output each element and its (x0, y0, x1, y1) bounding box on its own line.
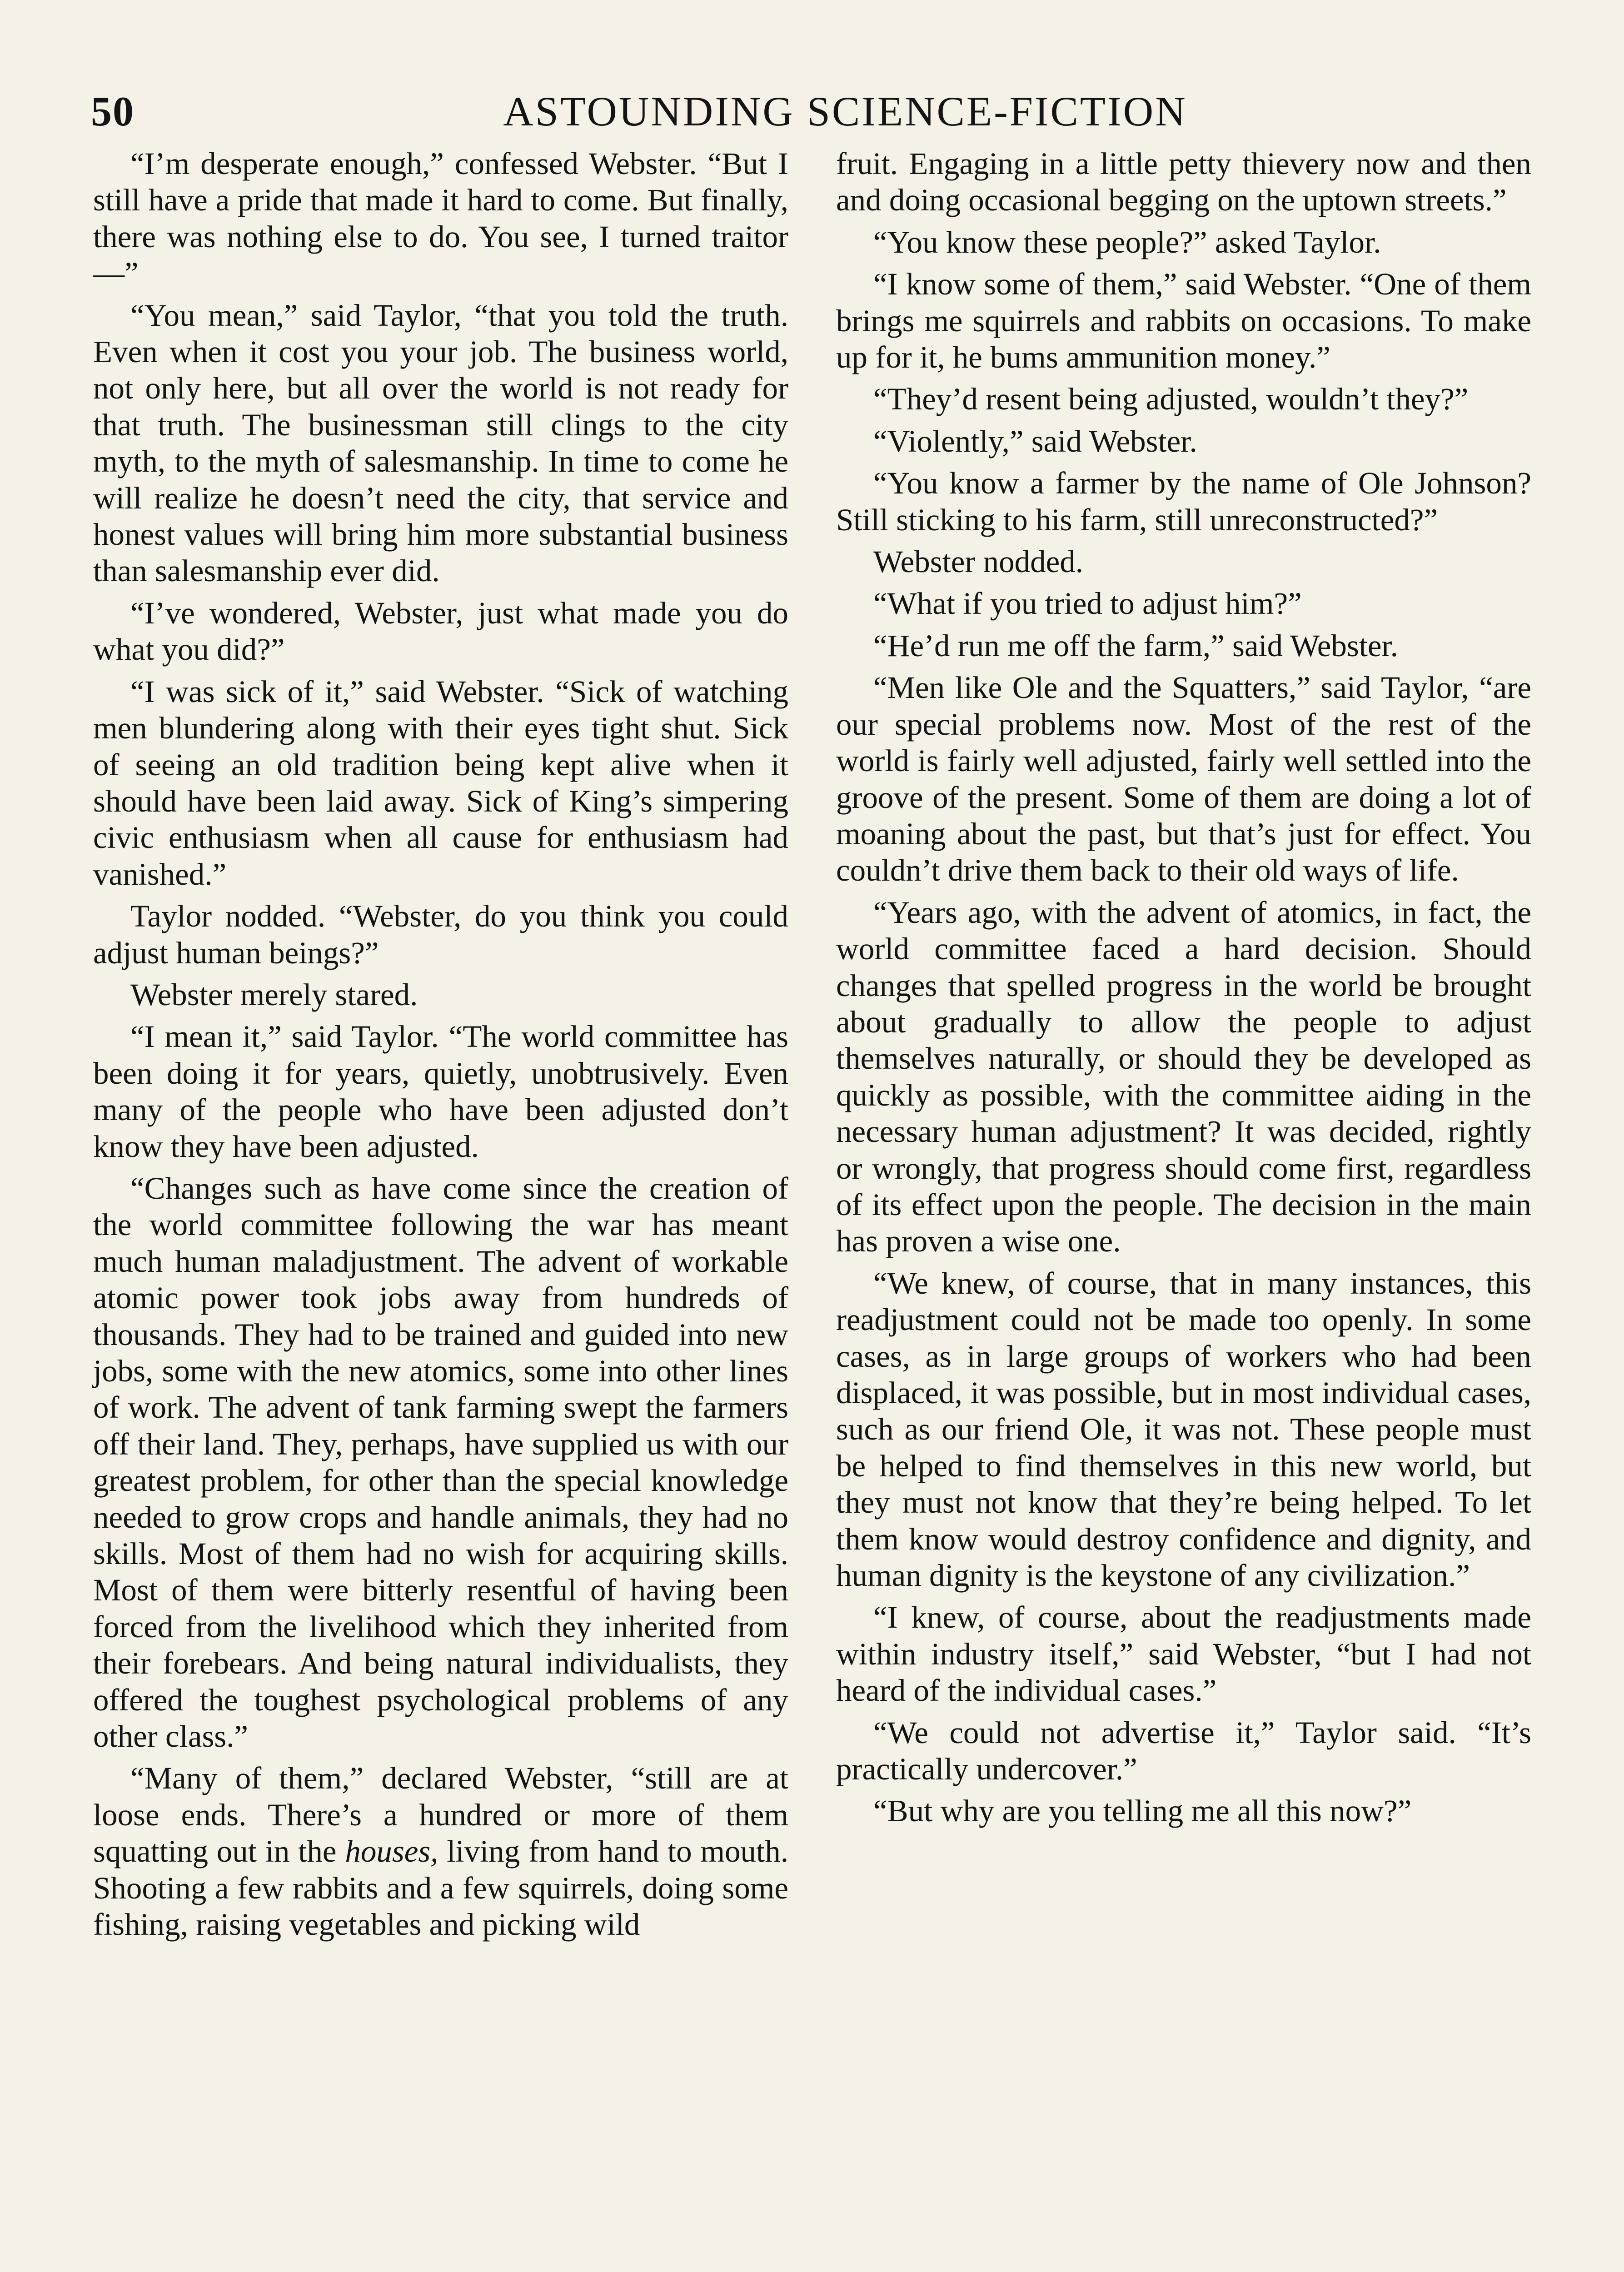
paragraph: “I was sick of it,” said Webster. “Sick of watching men blundering along with their eyes tight shut. Sick of seeing an old tradition being kept alive when it should have been laid away. Sick of King’s simpering civic enthusiasm when all cause for enthusiasm had vanished.” (93, 674, 788, 892)
page-number: 50 (91, 88, 135, 135)
paragraph: “You know these people?” asked Taylor. (873, 224, 1381, 259)
paragraph: “I’m desperate enough,” confessed Webster. “But I still have a pride that made it hard to come. But finally, there was nothing else to do. You see, I turned traitor—” (93, 146, 788, 291)
paragraph: “Years ago, with the advent of atomics, in fact, the world committee faced a hard decision. Should changes that spelled progress in the world be brought about gradually to allow the people to adjust themselves naturally, or should they be developed as quickly as possible, with the committee aiding in the necessary human adjustment? It was decided, rightly or wrongly, that progress should come first, regardless of its effect upon the people. The decision in the main has proven a wise one. (836, 895, 1531, 1259)
paragraph: “They’d resent being adjusted, wouldn’t they?” (873, 382, 1469, 417)
paragraph: Taylor nodded. “Webster, do you think you could adjust human beings?” (93, 899, 788, 970)
paragraph: “But why are you telling me all this now?” (873, 1794, 1412, 1829)
running-title: ASTOUNDING SCIENCE-FICTION (503, 88, 1187, 135)
paragraph: “We knew, of course, that in many instances, this readjustment could not be made too openly. In some cases, as in large groups of workers who had been displaced, it was possible, but in most individual cases, such as our friend Ole, it was not. These people must be helped to find themselves in this new world, but they must not know that they’re being helped. To let them know would destroy confidence and dignity, and human dignity is the keystone of any civilization.” (836, 1266, 1531, 1593)
right-column (836, 145, 1531, 1835)
paragraph: “Violently,” said Webster. (873, 424, 1197, 458)
paragraph: Webster nodded. (873, 544, 1083, 579)
paragraph-text: “Many of them,” declared Webster, “still are at loose ends. There’s a hundred or more of them squatting out in the (93, 1761, 788, 1869)
paragraph: “Changes such as have come since the creation of the world committee following the war has meant much human maladjustment. The advent of workable atomic power took jobs away from hundreds of thousands. They had to be trained and guided into new jobs, some with the new atomics, some into other lines of work. The advent of tank farming swept the farmers off their land. They, perhaps, have supplied us with our greatest problem, for other than the special knowledge needed to grow crops and handle animals, they had no skills. Most of them had no wish for acquiring skills. Most of them were bitterly resentful of having been forced from the livelihood which they inherited from their forebears. And being natural individualists, they offered the toughest psychological problems of any other class.” (93, 1171, 788, 1754)
paragraph-continued (93, 1760, 788, 1943)
paragraph: “I’ve wondered, Webster, just what made you do what you did?” (93, 595, 788, 667)
paragraph: “We could not advertise it,” Taylor said. “It’s practically undercover.” (836, 1715, 1531, 1787)
paragraph: “He’d run me off the farm,” said Webster. (873, 628, 1398, 663)
paragraph: Webster merely stared. (130, 977, 418, 1012)
paragraph: “What if you tried to adjust him?” (873, 586, 1302, 621)
paragraph-continuation: fruit. Engaging in a little petty thievery now and then and doing occasional begging on the uptown streets.” (836, 146, 1531, 218)
paragraph: “You mean,” said Taylor, “that you told the truth. Even when it cost you your job. The business world, not only here, but all over the world is not ready for that truth. The businessman still clings to the city myth, to the myth of salesmanship. In time to come he will realize he doesn’t need the city, that service and honest values will bring him more substantial business than salesmanship ever did. (93, 298, 788, 588)
left-column (93, 145, 788, 1948)
paragraph: “I mean it,” said Taylor. “The world committee has been doing it for years, quietly, unobtrusively. Even many of the people who have been adjusted don’t know they have been adjusted. (93, 1019, 788, 1164)
paragraph: “I knew, of course, about the readjustments made within industry itself,” said Webster, “but I had not heard of the individual cases.” (836, 1600, 1531, 1708)
paragraph-text: living from hand to mouth. Shooting a few rabbits and a few squirrels, doing some fishing, raising vegetables and picking wild (93, 1834, 788, 1942)
paragraph: “I know some of them,” said Webster. “One of them brings me squirrels and rabbits on occasions. To make up for it, he bums ammunition money.” (836, 267, 1531, 375)
italic-word: houses, (345, 1834, 438, 1869)
page-header (91, 84, 1536, 139)
paragraph: “You know a farmer by the name of Ole Johnson? Still sticking to his farm, still unreconstructed?” (836, 466, 1531, 537)
paragraph: “Men like Ole and the Squatters,” said Taylor, “are our special problems now. Most of the rest of the world is fairly well adjusted, fairly well settled into the groove of the present. Some of them are doing a lot of moaning about the past, but that’s just for effect. You couldn’t drive them back to their old ways of life. (836, 670, 1531, 888)
